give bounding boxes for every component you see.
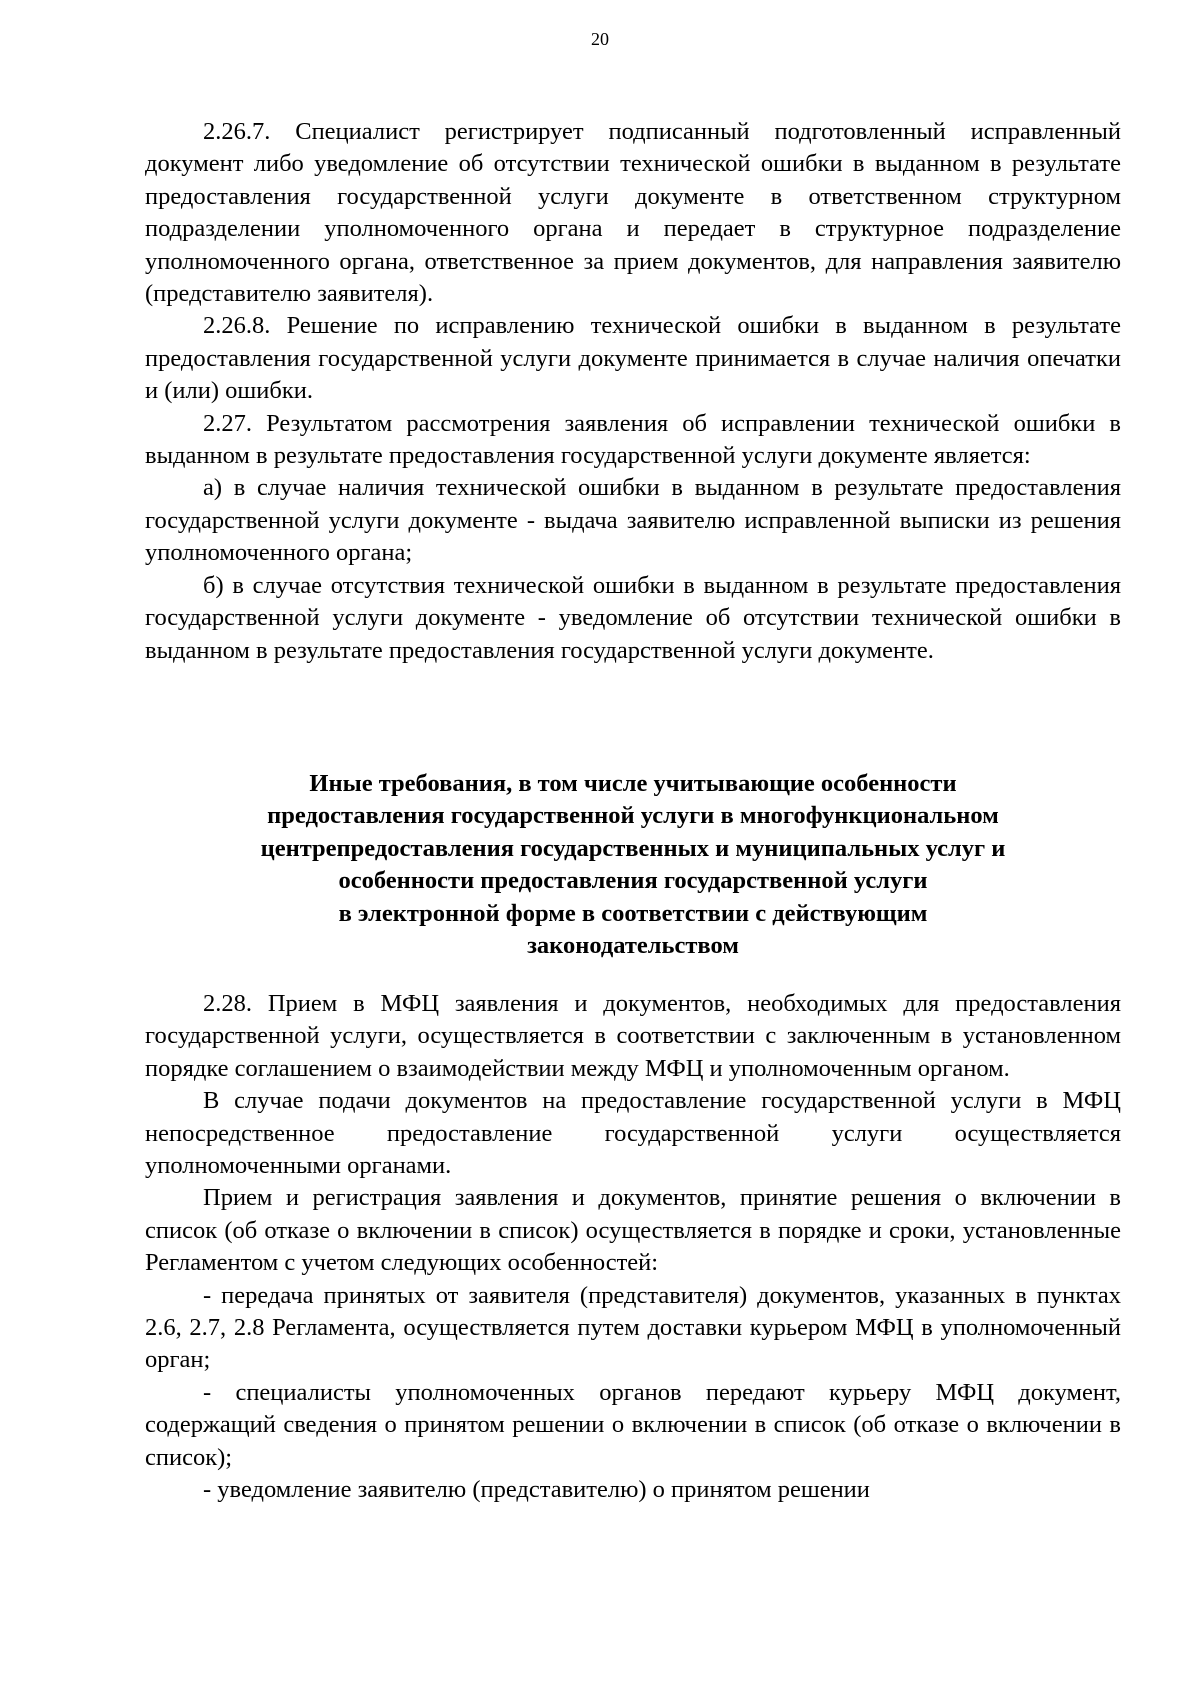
heading-line: законодательством: [527, 932, 739, 960]
section-heading: [145, 768, 1121, 962]
paragraph-2-28: 2.28. Прием в МФЦ заявления и документов, необходимых для предоставления государственной услуги, осуществляется в соответствии с заключенным в установленном порядке соглашением о взаимодействии между МФЦ и уполномоченным органом.: [145, 990, 1121, 1082]
section-mfc: [145, 988, 1121, 1507]
heading-line: в электронной форме в соответствии с действующим: [338, 899, 928, 927]
list-item-specialists: - специалисты уполномоченных органов передают курьеру МФЦ документ, содержащий сведения о принятом решении о включении в список (об отказе о включении в список);: [145, 1378, 1121, 1471]
paragraph-2-27-b: б) в случае отсутствия технической ошибки в выданном в результате предоставления государственной услуги документе - уведомление об отсутствии технической ошибки в выданном в результате предоставления государственной услуги документе.: [145, 571, 1121, 664]
page-number: 20: [591, 29, 609, 49]
paragraph-registration: Прием и регистрация заявления и документов, принятие решения о включении в список (об отказе о включении в список) осуществляется в порядке и сроки, установленные Регламентом с учетом следующих особенностей:: [145, 1184, 1121, 1277]
heading-line: центрепредоставления государственных и муниципальных услуг и: [260, 834, 1006, 862]
list-item-transfer: - передача принятых от заявителя (представителя) документов, указанных в пунктах 2.6, 2.7, 2.8 Регламента, осуществляется путем доставки курьером МФЦ в уполномоченный орган;: [145, 1281, 1121, 1374]
section-technical-error: [145, 116, 1121, 667]
list-item-notification: - уведомление заявителю (представителю) о принятом решении: [203, 1476, 870, 1504]
paragraph-2-27: 2.27. Результатом рассмотрения заявления об исправлении технической ошибки в выданном в результате предоставления государственной услуги документе является:: [145, 409, 1121, 470]
paragraph-2-26-8: 2.26.8. Решение по исправлению технической ошибки в выданном в результате предоставления государственной услуги документе принимается в случае наличия опечатки и (или) ошибки.: [145, 312, 1121, 405]
heading-line: предоставления государственной услуги в многофункциональном: [267, 802, 999, 830]
paragraph-mfc-submission: В случае подачи документов на предоставление государственной услуги в МФЦ непосредственное предоставление государственной услуги осуществляется уполномоченными органами.: [145, 1087, 1121, 1180]
paragraph-2-26-7: 2.26.7. Специалист регистрирует подписанный подготовленный исправленный документ либо уведомление об отсутствии технической ошибки в выданном в результате предоставления государственной услуги документе в ответственном структурном подразделении уполномоченного органа и передает в структурное подразделение уполномоченного органа, ответственное за прием документов, для направления заявителю (представителю заявителя).: [145, 118, 1121, 308]
paragraph-2-27-a: а) в случае наличия технической ошибки в выданном в результате предоставления государственной услуги документе - выдача заявителю исправленной выписки из решения уполномоченного органа;: [145, 474, 1121, 567]
heading-line: особенности предоставления государственной услуги: [338, 867, 928, 895]
heading-line: Иные требования, в том числе учитывающие особенности: [309, 770, 957, 797]
